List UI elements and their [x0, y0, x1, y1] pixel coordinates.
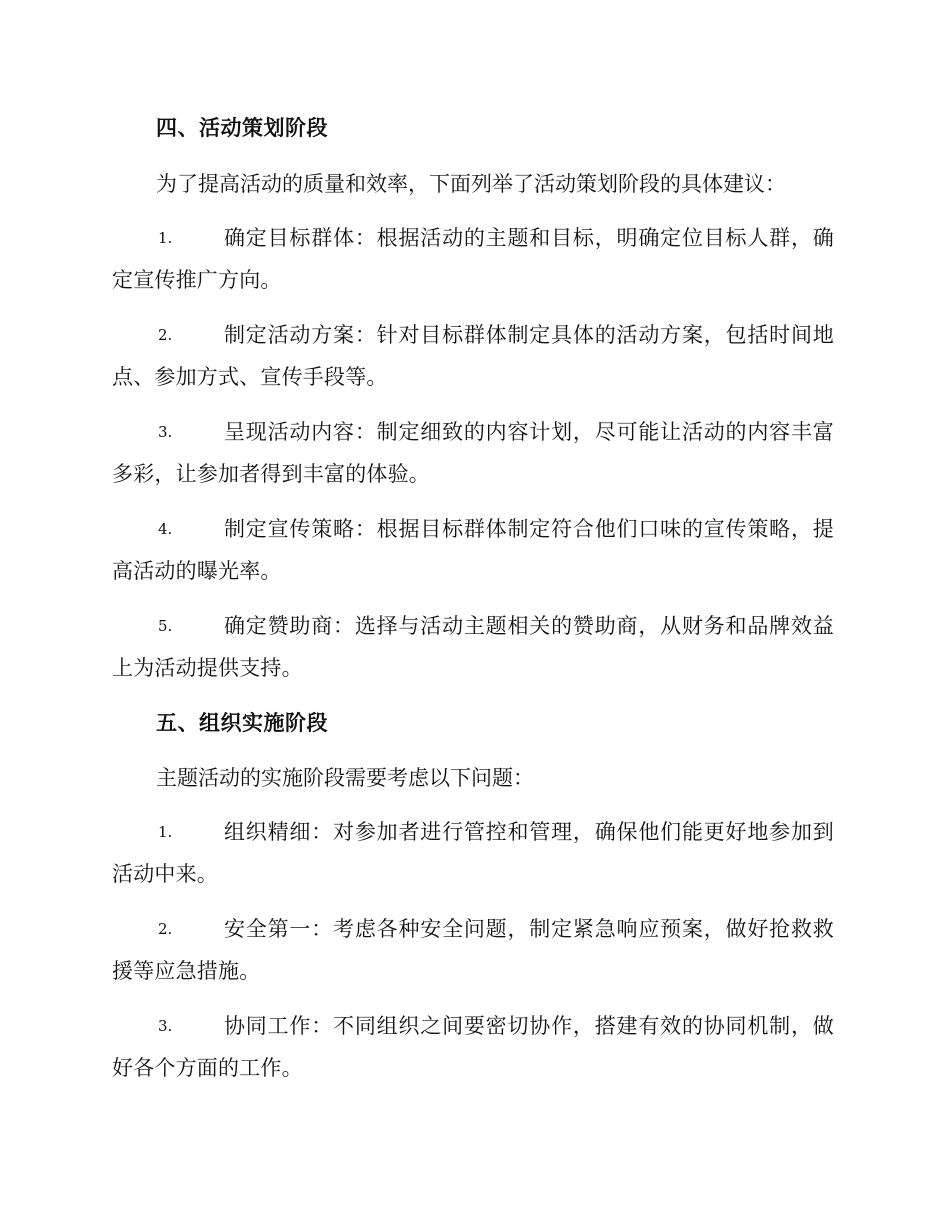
list-item-number: 5.: [158, 617, 173, 635]
list-item: [112, 411, 834, 495]
list-item: [112, 217, 834, 301]
list-item-text: 确定赞助商：选择与活动主题相关的赞助商，从财务和品牌效益上为活动提供支持。: [112, 614, 834, 680]
section-5-intro: 主题活动的实施阶段需要考虑以下问题：: [156, 766, 534, 790]
list-item-number: 2.: [158, 326, 173, 344]
list-item-number: 4.: [158, 520, 173, 538]
section-4-heading: 四、活动策划阶段: [156, 115, 328, 140]
list-item: [112, 908, 834, 992]
list-item-text: 制定宣传策略：根据目标群体制定符合他们口味的宣传策略，提高活动的曝光率。: [112, 517, 834, 583]
list-item: [112, 811, 834, 895]
list-item-text: 确定目标群体：根据活动的主题和目标，明确定位目标人群，确定宣传推广方向。: [112, 226, 834, 292]
list-item-text: 协同工作：不同组织之间要密切协作，搭建有效的协同机制，做好各个方面的工作。: [112, 1014, 834, 1080]
list-item-number: 1.: [158, 229, 173, 247]
list-item-text: 制定活动方案：针对目标群体制定具体的活动方案，包括时间地点、参加方式、宣传手段等。: [112, 323, 834, 389]
list-item-number: 1.: [158, 823, 173, 841]
section-4-intro: 为了提高活动的质量和效率，下面列举了活动策划阶段的具体建议：: [156, 172, 786, 196]
list-item-number: 3.: [158, 1017, 173, 1035]
list-item-text: 安全第一：考虑各种安全问题，制定紧急响应预案，做好抢救救援等应急措施。: [112, 917, 834, 983]
list-item: [112, 1005, 834, 1089]
list-item: [112, 508, 834, 592]
list-item-text: 组织精细：对参加者进行管控和管理，确保他们能更好地参加到活动中来。: [112, 820, 834, 886]
section-5-heading: 五、组织实施阶段: [156, 710, 328, 735]
list-item-text: 呈现活动内容：制定细致的内容计划，尽可能让活动的内容丰富多彩，让参加者得到丰富的体验。: [112, 420, 834, 486]
list-item-number: 3.: [158, 423, 173, 441]
list-item: [112, 605, 834, 689]
list-item: [112, 314, 834, 398]
list-item-number: 2.: [158, 920, 173, 938]
